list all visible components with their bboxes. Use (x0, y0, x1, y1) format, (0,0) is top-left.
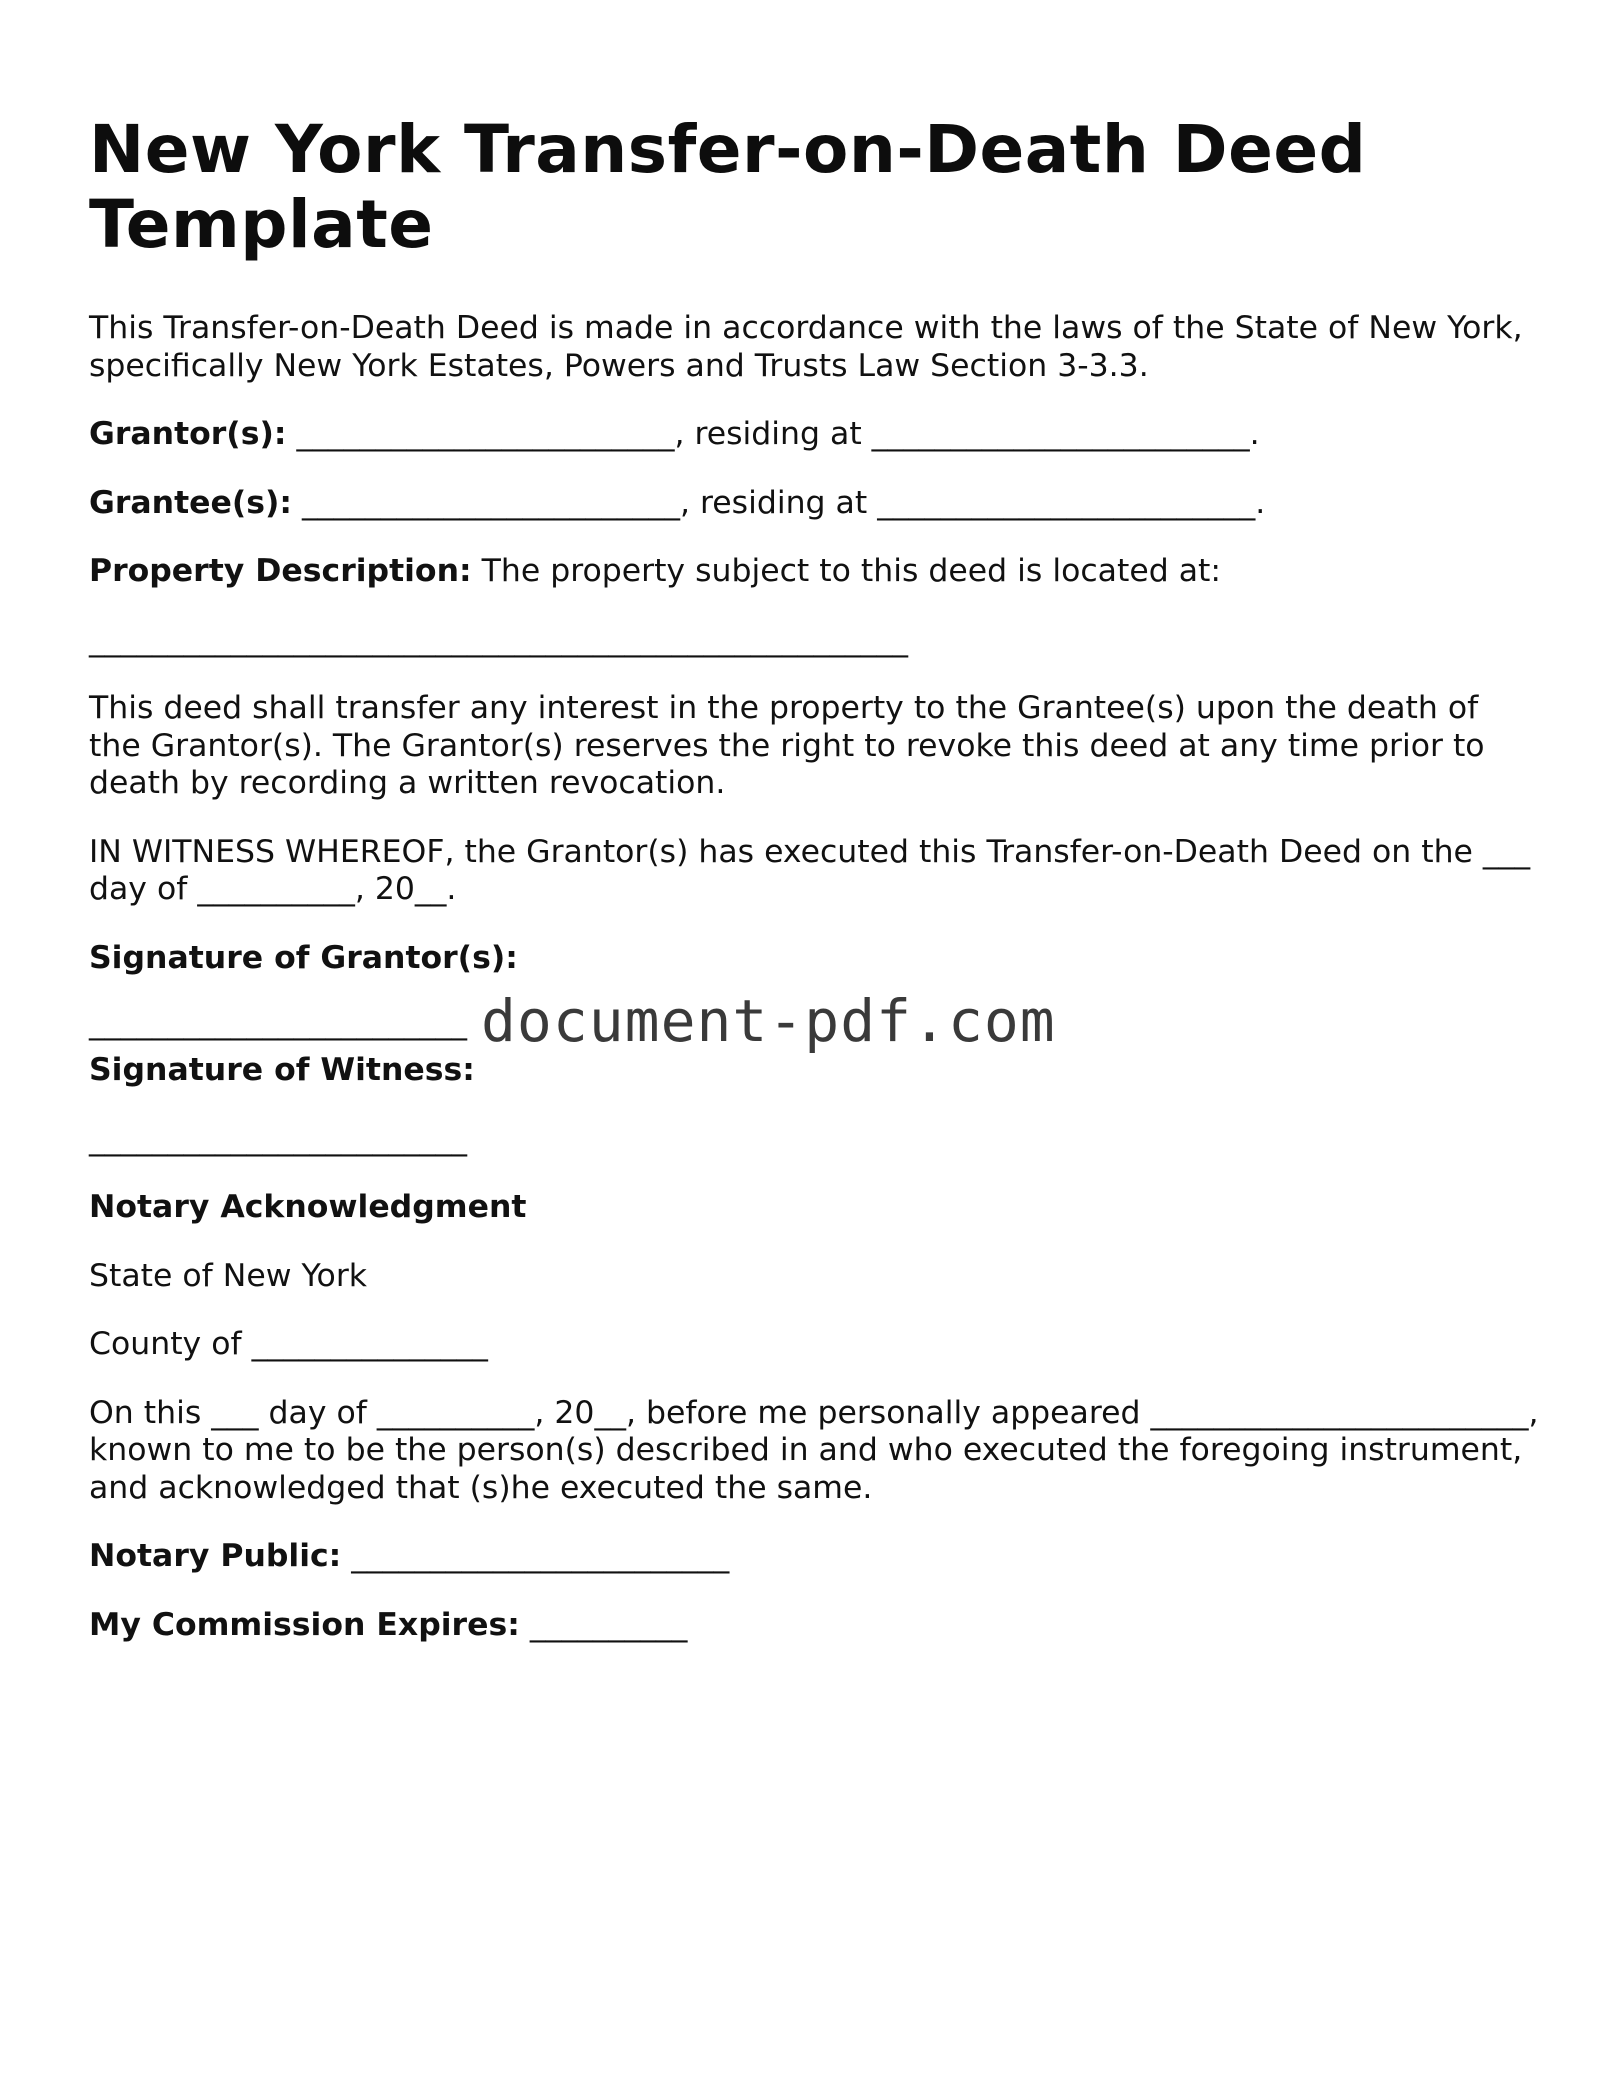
property-description-label: Property Description: (89, 553, 472, 589)
notary-public-label: Notary Public: (89, 1538, 342, 1574)
transfer-clause: This deed shall transfer any interest in the property to the Grantee(s) upon the death of the Grantor(s). The Grantor(s) reserves the right to revoke this deed at any time prior to death by recording a written revocation. (89, 690, 1485, 801)
grantor-signature-label: Signature of Grantor(s): (89, 939, 518, 976)
commission-expires-line (89, 1607, 1539, 1645)
grantor-signature-row (89, 977, 1539, 1055)
grantor-signature-blank: ________________________ (89, 1005, 467, 1041)
commission-expires-label: My Commission Expires: (89, 1606, 520, 1643)
commission-expires-blank: __________ (519, 1606, 688, 1643)
grantor-fields: ________________________, residing at ________________________. (286, 416, 1260, 452)
grantee-line (89, 485, 1539, 523)
witness-signature-blank: ________________________ (89, 1120, 467, 1157)
witness-clause: IN WITNESS WHEREOF, the Grantor(s) has executed this Transfer-on-Death Deed on the ___ day of __________, 20__. (89, 833, 1531, 907)
grantee-label: Grantee(s): (89, 484, 292, 521)
notary-public-line (89, 1538, 1539, 1576)
grantor-label: Grantor(s): (89, 416, 287, 452)
grantee-fields: ________________________, residing at ________________________. (292, 484, 1266, 521)
notary-heading: Notary Acknowledgment (89, 1189, 527, 1225)
document-page (89, 112, 1539, 1675)
property-description-line (89, 553, 1539, 591)
witness-signature-label: Signature of Witness: (89, 1052, 475, 1088)
grantor-line (89, 416, 1539, 454)
notary-state: State of New York (89, 1257, 368, 1294)
page-title: New York Transfer-on-Death Deed Template (89, 111, 1367, 263)
notary-appearance: On this ___ day of __________, 20__, before me personally appeared ________________________, known to me to be the person(s) described in and who executed the foregoing instrument, and acknowledged that (s)he executed the same. (89, 1394, 1539, 1506)
intro-paragraph: This Transfer-on-Death Deed is made in accordance with the laws of the State of New York, specifically New York Estates, Powers and Trusts Law Section 3-3.3. (89, 310, 1523, 384)
property-description-text: The property subject to this deed is located at: (471, 553, 1221, 589)
property-address-blank: ____________________________________________________ (89, 621, 908, 658)
watermark: document-pdf.com (481, 987, 1056, 1055)
notary-public-blank: ________________________ (341, 1538, 730, 1574)
notary-county: County of _______________ (89, 1326, 488, 1362)
